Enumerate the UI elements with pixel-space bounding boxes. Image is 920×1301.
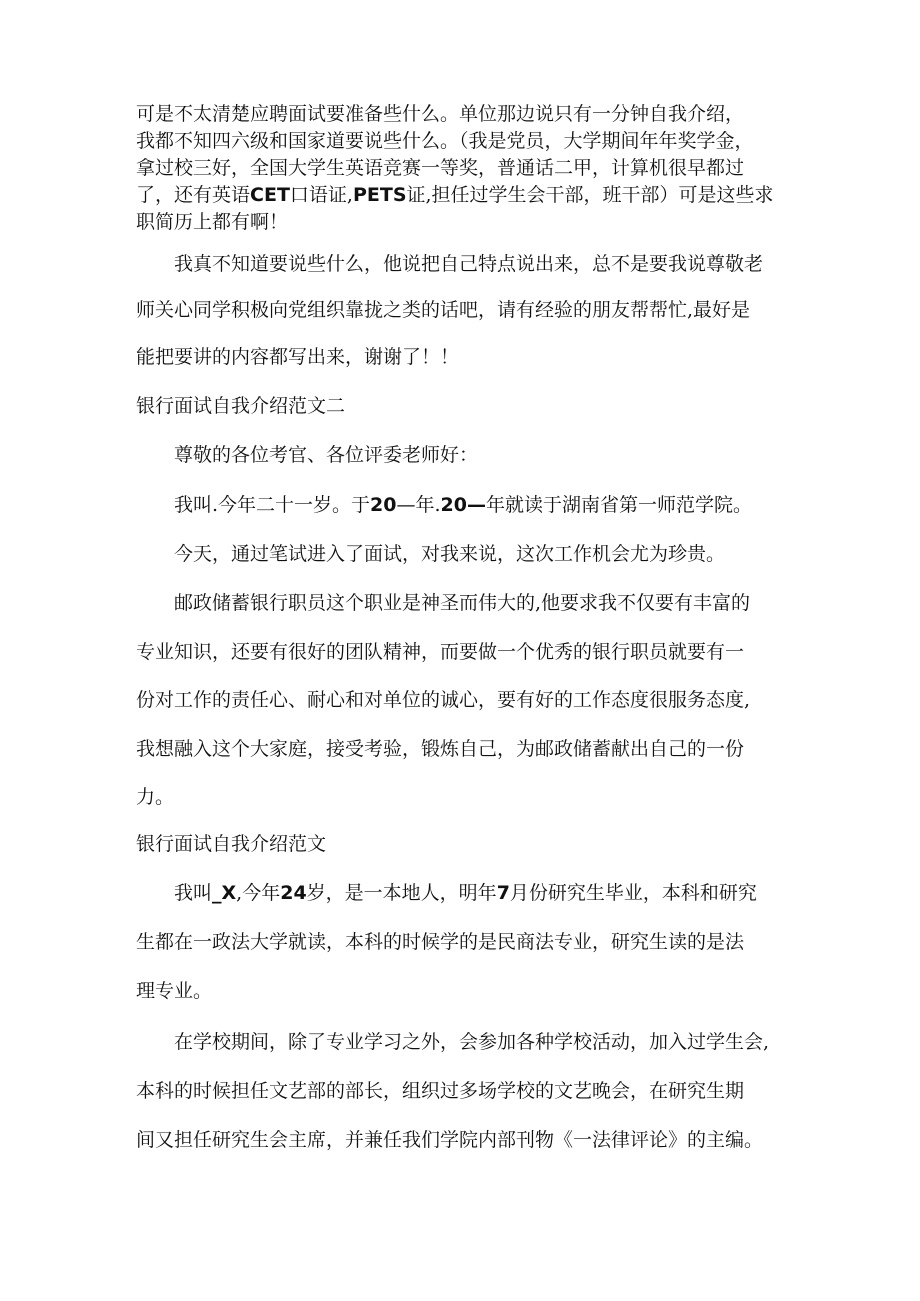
paragraph-2-line-1: 我真不知道要说些什么，他说把自己特点说出来，总不是要我说尊敬老 bbox=[174, 253, 764, 275]
paragraph-1-line-2: 我都不知四六级和国家道要说些什么。（我是党员，大学期间年年奖学金， bbox=[136, 130, 754, 152]
paragraph-6-line-5: 力。 bbox=[136, 786, 175, 808]
paragraph-2-line-2: 师关心同学积极向党组织靠拢之类的话吧，请有经验的朋友帮帮忙,最好是 bbox=[136, 299, 751, 321]
text-span: ,今年 bbox=[236, 882, 281, 904]
text-span: 年就读于湖南省第一师范学院。 bbox=[486, 494, 753, 516]
paragraph-1-line-3: 拿过校三好，全国大学生英语竞赛一等奖，普通话二甲，计算机很早都过 bbox=[136, 157, 745, 179]
paragraph-2-line-3: 能把要讲的内容都写出来，谢谢了！！ bbox=[136, 346, 460, 368]
greeting-text: 尊敬的各位考官、各位评委老师好： bbox=[174, 444, 479, 466]
name-placeholder: _X bbox=[212, 882, 237, 904]
paragraph-8-line-1: 在学校期间，除了专业学习之外，会参加各种学校活动，加入过学生会, bbox=[174, 1031, 770, 1053]
year-text: 20— bbox=[440, 494, 486, 516]
text-span: —年. bbox=[396, 494, 441, 516]
paragraph-1-line-5: 职简历上都有啊！ bbox=[136, 211, 289, 233]
text-span: 了，还有英语 bbox=[136, 184, 251, 206]
pets-text: PETS bbox=[352, 184, 407, 206]
text-span: 我叫 bbox=[174, 882, 213, 904]
section-heading-1: 银行面试自我介绍范文二 bbox=[136, 395, 346, 417]
year-text: 20 bbox=[370, 494, 397, 516]
text-span: 证,担任过学生会干部，班干部）可是这些求 bbox=[406, 184, 774, 206]
section-heading-2: 银行面试自我介绍范文 bbox=[136, 833, 327, 855]
paragraph-6-line-2: 专业知识，还要有很好的团队精神，而要做一个优秀的银行职员就要有一 bbox=[136, 641, 745, 663]
paragraph-1-line-1: 可是不太清楚应聘面试要准备些什么。单位那边说只有一分钟自我介绍， bbox=[136, 103, 745, 125]
text-span: 月份研究生毕业，本科和研究 bbox=[509, 882, 757, 904]
paragraph-5: 今天，通过笔试进入了面试，对我来说，这次工作机会尤为珍贵。 bbox=[174, 543, 726, 565]
paragraph-8-line-2: 本科的时候担任文艺部的部长，组织过多场学校的文艺晚会，在研究生期 bbox=[136, 1080, 745, 1102]
paragraph-1-line-4 bbox=[136, 184, 774, 206]
text-span: 我叫.今年二十一岁。于 bbox=[174, 494, 371, 516]
text-span: 岁，是一本地人，明年 bbox=[306, 882, 497, 904]
paragraph-4 bbox=[174, 494, 752, 516]
paragraph-6-line-1: 邮政储蓄银行职员这个职业是神圣而伟大的,他要求我不仅要有丰富的 bbox=[174, 592, 751, 614]
age-text: 24 bbox=[280, 882, 307, 904]
paragraph-7-line-3: 理专业。 bbox=[136, 980, 213, 1002]
paragraph-7-line-1 bbox=[174, 882, 757, 904]
text-span: 口语证, bbox=[289, 184, 353, 206]
paragraph-7-line-2: 生都在一政法大学就读，本科的时候学的是民商法专业，研究生读的是法 bbox=[136, 931, 745, 953]
month-text: 7 bbox=[496, 882, 510, 904]
cet-text: CET bbox=[250, 184, 290, 206]
paragraph-8-line-3: 间又担任研究生会主席，并兼任我们学院内部刊物《一法律评论》的主编。 bbox=[136, 1129, 764, 1151]
paragraph-6-line-3: 份对工作的责任心、耐心和对单位的诚心，要有好的工作态度很服务态度, bbox=[136, 689, 751, 711]
paragraph-6-line-4: 我想融入这个大家庭，接受考验，锻炼自己，为邮政储蓄献出自己的一份 bbox=[136, 738, 745, 760]
